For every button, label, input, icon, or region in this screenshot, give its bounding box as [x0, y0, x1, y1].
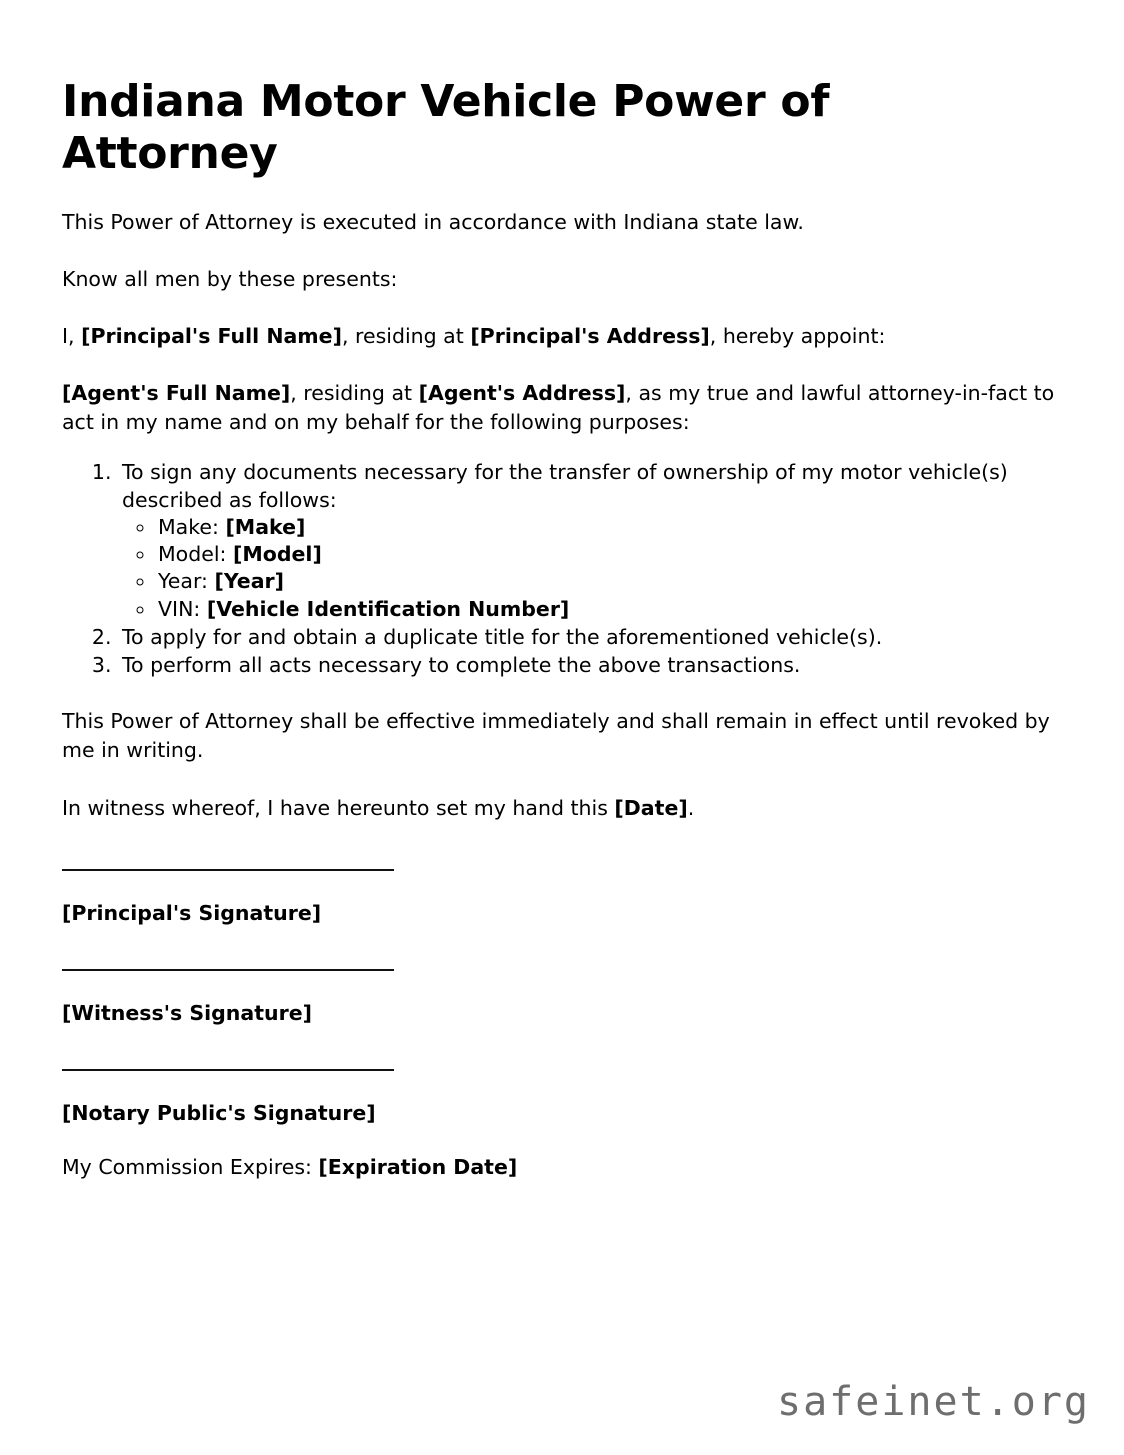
purposes-list — [62, 459, 1062, 679]
principal-clause-mid: , residing at — [341, 324, 471, 349]
principal-clause-tail: , hereby appoint: — [709, 324, 886, 349]
vehicle-field-value: [Year] — [214, 569, 285, 594]
effective-clause-paragraph: This Power of Attorney shall be effective immediately and shall remain in effect until revoked by me in writing. — [62, 709, 1050, 763]
commission-expiry-label: My Commission Expires: — [62, 1154, 319, 1179]
list-item — [156, 514, 1062, 541]
vehicle-field-label: Year: — [158, 569, 215, 594]
vehicle-field-label: Model: — [158, 542, 233, 567]
site-watermark: safeinet.org — [777, 1379, 1090, 1425]
date-placeholder: [Date] — [614, 795, 688, 820]
principal-address-placeholder: [Principal's Address] — [470, 324, 710, 349]
witness-signature-block — [62, 969, 1062, 1025]
vehicle-details-list — [122, 514, 1062, 623]
witness-signature-line — [62, 969, 394, 971]
principal-clause-lead: I, — [62, 324, 82, 349]
principal-signature-block — [62, 869, 1062, 925]
vehicle-field-value: [Model] — [232, 542, 322, 567]
witness-clause-tail: . — [687, 795, 695, 820]
list-item — [156, 541, 1062, 568]
principal-signature-line — [62, 869, 394, 871]
notary-signature-label: [Notary Public's Signature] — [62, 1100, 376, 1125]
vehicle-field-value: [Make] — [225, 514, 306, 539]
principal-clause-paragraph — [62, 322, 1062, 351]
vehicle-field-label: Make: — [158, 514, 226, 539]
expiration-date-placeholder: [Expiration Date] — [318, 1154, 518, 1179]
agent-address-placeholder: [Agent's Address] — [418, 381, 626, 406]
vehicle-field-label: VIN: — [158, 596, 207, 621]
page-title: Indiana Motor Vehicle Power of Attorney — [62, 76, 830, 179]
notary-signature-line — [62, 1069, 394, 1071]
principal-name-placeholder: [Principal's Full Name] — [81, 324, 342, 349]
agent-clause-tail: , as my true and lawful attorney-in-fact to act in my name and on my behalf for the following purposes: — [62, 381, 1055, 435]
list-item — [156, 568, 1062, 595]
witness-clause-lead: In witness whereof, I have hereunto set my hand this — [62, 795, 615, 820]
list-item — [118, 652, 1062, 679]
agent-clause-mid: , residing at — [290, 381, 419, 406]
notary-signature-block — [62, 1069, 1062, 1125]
witness-clause-paragraph — [62, 794, 1062, 823]
vehicle-field-value: [Vehicle Identification Number] — [206, 596, 570, 621]
principal-signature-label: [Principal's Signature] — [62, 900, 322, 925]
preamble-paragraph: Know all men by these presents: — [62, 266, 398, 291]
purpose-text: To perform all acts necessary to complete the above transactions. — [122, 653, 801, 678]
agent-name-placeholder: [Agent's Full Name] — [62, 381, 291, 406]
witness-signature-label: [Witness's Signature] — [62, 1000, 312, 1025]
list-item — [118, 624, 1062, 651]
list-item — [118, 459, 1062, 623]
agent-clause-paragraph — [62, 379, 1062, 437]
purpose-text: To apply for and obtain a duplicate title for the aforementioned vehicle(s). — [122, 624, 883, 649]
list-item — [156, 596, 1062, 623]
intro-paragraph: This Power of Attorney is executed in accordance with Indiana state law. — [62, 209, 804, 234]
commission-expiry-line — [62, 1153, 1062, 1182]
purpose-text: To sign any documents necessary for the transfer of ownership of my motor vehicle(s) described as follows: — [122, 460, 1008, 512]
